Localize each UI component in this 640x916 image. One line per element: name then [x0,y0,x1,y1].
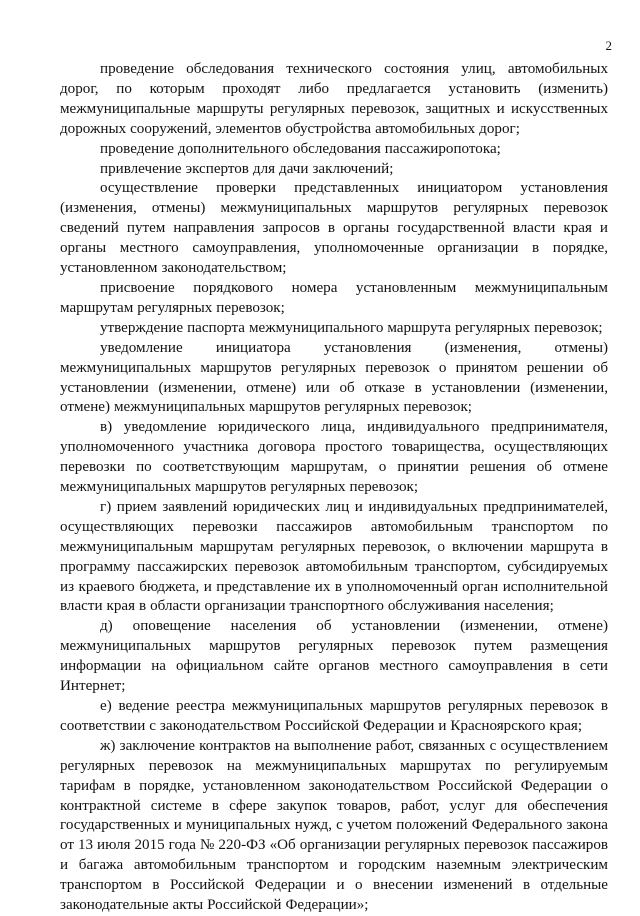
paragraph: присвоение порядкового номера установленным межмуниципальным маршрутам регулярных перевозок; [60,279,608,316]
page-number: 2 [605,38,612,53]
paragraph: проведение дополнительного обследования пассажиропотока; [100,140,501,157]
paragraph: ж) заключение контрактов на выполнение работ, связанных с осуществлением регулярных перевозок на межмуниципальных маршрутах по регулируемым тарифам в порядке, установленном законодательством Российской Федерации о контрактной системе в сфере закупок товаров, работ, услуг для обеспечения государственных и муниципальных нужд, с учетом положений Федерального закона от 13 июля 2015 года № 220-ФЗ «Об организации регулярных перевозок пассажиров и багажа автомобильным транспортом и городским наземным электрическим транспортом в Российской Федерации и о внесении изменений в отдельные законодательные акты Российской Федерации»; [60,737,608,914]
paragraph: г) прием заявлений юридических лиц и индивидуальных предпринимателей, осуществляющих перевозки пассажиров автомобильным транспортом по межмуниципальным маршрутам регулярных перевозок, о включении маршрута в программу пассажирских перевозок автомобильным транспортом, субсидируемых из краевого бюджета, и представление их в уполномоченный орган исполнительной власти края в области организации транспортного обслуживания населения; [60,498,608,615]
paragraph: проведение обследования технического состояния улиц, автомобильных дорог, по которым проходят либо предлагается установить (изменить) межмуниципальные маршруты регулярных перевозок, защитных и искусственных дорожных сооружений, элементов обустройства автомобильных дорог; [60,61,608,137]
paragraph: утверждение паспорта межмуниципального маршрута регулярных перевозок; [100,319,603,336]
paragraph: д) оповещение населения об установлении (изменении, отмене) межмуниципальных маршрутов регулярных перевозок путем размещения информации на официальном сайте органов местного самоуправления в сети Интернет; [60,618,608,695]
paragraph: привлечение экспертов для дачи заключений; [100,160,394,177]
document-body [60,60,608,916]
paragraph: е) ведение реестра межмуниципальных маршрутов регулярных перевозок в соответствии с законодательством Российской Федерации и Красноярского края; [60,698,608,734]
paragraph: осуществление проверки представленных инициатором установления (изменения, отмены) межмуниципальных маршрутов регулярных перевозок сведений путем направления запросов в органы государственной власти края и органы местного самоуправления, уполномоченные организации в порядке, установленном законодательством; [60,180,608,277]
paragraph: уведомление инициатора установления (изменения, отмены) межмуниципальных маршрутов регулярных перевозок о принятом решении об установлении (изменении, отмене) или об отказе в установлении (изменении, отмене) межмуниципальных маршрутов регулярных перевозок; [60,339,608,416]
paragraph: в) уведомление юридического лица, индивидуального предпринимателя, уполномоченного участника договора простого товарищества, осуществляющих перевозки по соответствующим маршрутам, о принятии решения об отмене межмуниципальных маршрутов регулярных перевозок; [60,419,608,496]
